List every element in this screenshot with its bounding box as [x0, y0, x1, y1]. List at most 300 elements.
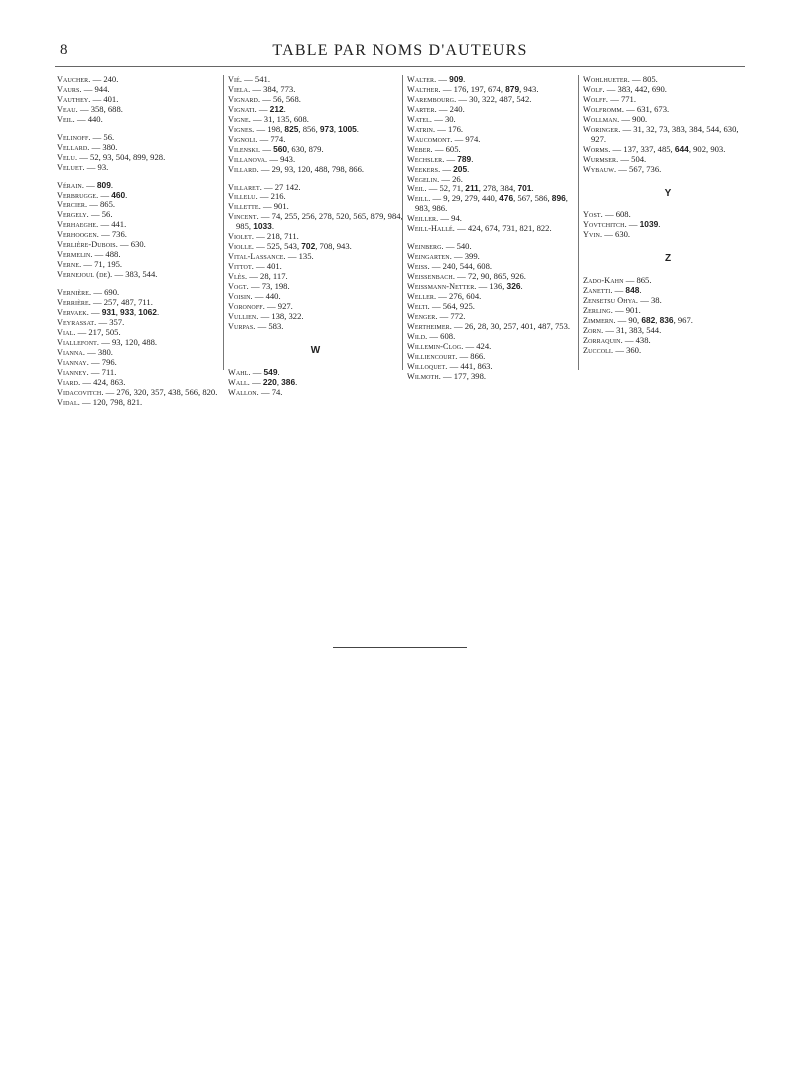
- page-ref-bold: 644: [674, 143, 689, 154]
- author-name: Wegelin.: [407, 174, 440, 184]
- author-name: Veil.: [57, 114, 75, 124]
- page-refs: — 772.: [437, 310, 466, 321]
- page-refs: — 900.: [619, 113, 648, 124]
- author-name: Willoquet.: [407, 361, 448, 371]
- page-refs: — 31, 32, 73, 383, 384, 544, 630, 927.: [591, 123, 739, 144]
- author-name: Worms.: [583, 144, 611, 154]
- page-ref-bold: 1005: [338, 123, 357, 134]
- author-name: Walter.: [407, 75, 437, 84]
- page-refs: .: [463, 74, 466, 84]
- page-ref-bold: 1033: [253, 221, 272, 232]
- page-refs: — 440.: [74, 113, 103, 124]
- page-refs: —: [88, 307, 102, 318]
- index-entry: [583, 336, 753, 346]
- author-name: Zorraquin.: [583, 336, 623, 346]
- index-entry: [228, 378, 403, 388]
- index-entry: [407, 95, 579, 105]
- index-entry: [57, 133, 219, 143]
- author-name: Zimmern.: [583, 316, 616, 326]
- author-name: Vignati.: [228, 104, 257, 114]
- page-refs: — 401.: [253, 261, 282, 272]
- page-refs: — 605.: [432, 143, 461, 154]
- index-entry: [228, 192, 403, 202]
- page-refs: , 856,: [298, 123, 320, 134]
- page-refs: — 358, 688.: [77, 103, 123, 114]
- page-refs: , 278, 384,: [478, 183, 518, 194]
- author-name: Weber.: [407, 144, 433, 154]
- author-name: Verrière.: [57, 298, 91, 308]
- author-name: Weiller.: [407, 214, 439, 224]
- author-name: Vlès.: [228, 272, 248, 282]
- author-name: Violle.: [228, 242, 254, 252]
- author-name: Wilmoth.: [407, 371, 441, 381]
- page-refs: .: [356, 123, 359, 134]
- index-entry: [407, 282, 579, 292]
- page-refs: ,: [655, 315, 660, 326]
- page-ref-bold: 933: [120, 307, 134, 318]
- page-refs: — 383, 544.: [112, 269, 158, 280]
- page-ref-bold: 836: [659, 315, 674, 326]
- author-name: Wahl.: [228, 367, 251, 377]
- page-refs: — 736.: [98, 229, 127, 240]
- page-refs: — 540.: [443, 241, 472, 252]
- index-entry: [407, 125, 579, 135]
- page-refs: — 136,: [476, 281, 507, 292]
- author-name: Vaurs.: [57, 84, 82, 94]
- page-refs: — 441, 863.: [447, 360, 493, 371]
- page-refs: — 357.: [96, 316, 125, 327]
- page-refs: — 28, 117.: [247, 271, 288, 282]
- page-ref-bold: 549: [263, 366, 278, 377]
- section-letter: Z: [664, 253, 672, 265]
- index-entry: [583, 230, 753, 240]
- author-name: Zensetsu Ohya.: [583, 296, 639, 306]
- author-name: Viela.: [228, 84, 251, 94]
- page-title: TABLE PAR NOMS D'AUTEURS: [272, 42, 528, 59]
- author-name: Walther.: [407, 84, 441, 94]
- page-refs: — 56, 568.: [260, 93, 301, 104]
- author-name: Vié.: [228, 75, 243, 84]
- index-entry: [407, 372, 579, 382]
- page-refs: — 631, 673.: [624, 103, 670, 114]
- page-refs: — 94.: [438, 213, 462, 224]
- author-name: Zerling.: [583, 306, 613, 316]
- page-refs: — 865.: [623, 275, 652, 286]
- index-entry: [57, 210, 219, 220]
- page-refs: —: [84, 179, 97, 190]
- author-name: Weill-Hallé.: [407, 224, 455, 234]
- author-name: Weller.: [407, 292, 437, 302]
- page-refs: — 774.: [257, 133, 286, 144]
- page-refs: .: [471, 153, 474, 164]
- index-entry: [228, 183, 403, 193]
- page-refs: ,: [115, 307, 121, 318]
- page-refs: — 30.: [432, 113, 456, 124]
- page-refs: ,: [333, 123, 339, 134]
- index-entry: [407, 194, 579, 214]
- author-name: Vullien.: [228, 311, 259, 321]
- page-refs: —: [250, 366, 264, 377]
- index-entry: [407, 352, 579, 362]
- page-ref-bold: 702: [301, 241, 316, 252]
- index-entry: [228, 322, 403, 332]
- page-refs: — 74.: [258, 386, 283, 397]
- page-refs: — 176.: [435, 123, 464, 134]
- author-name: Wollman.: [583, 114, 620, 124]
- page-refs: —: [260, 143, 274, 154]
- entry-gap: [57, 280, 219, 288]
- page-refs: ,: [134, 307, 139, 318]
- page-refs: — 93.: [84, 161, 109, 172]
- author-name: Villelu.: [228, 192, 258, 202]
- page-refs: — 137, 337, 485,: [610, 143, 675, 154]
- author-name: Viard.: [57, 377, 81, 387]
- author-name: Voronoff.: [228, 301, 265, 311]
- page-refs: — 424.: [463, 340, 492, 351]
- author-name: Welti.: [407, 301, 430, 311]
- author-name: Vigne.: [228, 114, 251, 124]
- author-name: Wechsler.: [407, 154, 445, 164]
- page-refs: — 138, 322.: [258, 310, 304, 321]
- page-ref-bold: 386: [281, 376, 296, 387]
- page-refs: — 608.: [602, 209, 631, 220]
- page-refs: —: [612, 285, 626, 296]
- page-refs: — 943.: [267, 153, 296, 164]
- page-refs: —: [444, 153, 458, 164]
- page-refs: — 27 142.: [261, 181, 301, 192]
- author-name: Wolfromm.: [583, 104, 625, 114]
- page-ref-bold: 211: [465, 183, 479, 194]
- page-refs: — 927.: [264, 300, 293, 311]
- index-entry: [583, 210, 753, 220]
- index-entry: [407, 155, 579, 165]
- page-refs: , 567, 586,: [513, 193, 552, 204]
- index-entry: [228, 242, 403, 252]
- page-refs: — 901.: [612, 305, 641, 316]
- author-name: Warembourg.: [407, 94, 457, 104]
- page-refs: .: [277, 366, 280, 377]
- page-refs: — 198,: [254, 123, 285, 134]
- index-entry: [228, 145, 403, 155]
- page-refs: —: [436, 74, 450, 84]
- page-refs: , 630, 879.: [287, 143, 324, 154]
- index-entry: [407, 165, 579, 175]
- page-refs: — 901.: [260, 201, 289, 212]
- page-refs: — 944.: [81, 83, 110, 94]
- page-refs: , 967.: [673, 315, 693, 326]
- author-name: Vidal.: [57, 397, 80, 407]
- page-refs: — 796.: [88, 356, 117, 367]
- author-name: Yvin.: [583, 230, 603, 240]
- page-refs: — 424, 674, 731, 821, 822.: [454, 223, 552, 234]
- author-name: Vernejoul (de).: [57, 270, 113, 280]
- author-name: Zorn.: [583, 326, 604, 336]
- index-entry: [583, 165, 753, 175]
- page-refs: .: [639, 285, 642, 296]
- index-column-2: [223, 74, 403, 397]
- index-entry: [407, 302, 579, 312]
- page-header: [55, 40, 745, 66]
- index-entry: [407, 115, 579, 125]
- index-entry: [407, 362, 579, 372]
- index-entry: [57, 398, 219, 408]
- index-entry: [583, 296, 753, 306]
- index-entry: [407, 242, 579, 252]
- page-refs: .: [271, 221, 274, 232]
- author-name: Vurpas.: [228, 321, 256, 331]
- page-refs: — 120, 798, 821.: [79, 396, 143, 407]
- index-entry: [583, 326, 753, 336]
- page-refs: —: [256, 103, 270, 114]
- page-refs: — 38.: [638, 295, 662, 306]
- page-ref-bold: 701: [517, 183, 532, 194]
- page-refs: — 399.: [451, 251, 480, 262]
- author-name: Yovtchitch.: [583, 220, 627, 230]
- page-refs: — 257, 487, 711.: [90, 297, 153, 308]
- page-refs: — 276, 320, 357, 438, 566, 820.: [103, 386, 218, 397]
- index-entry: [407, 224, 579, 234]
- author-name: Wolf.: [583, 84, 605, 94]
- page-refs: — 380.: [89, 141, 118, 152]
- page-refs: — 276, 604.: [436, 291, 482, 302]
- page-refs: — 865.: [87, 199, 116, 210]
- index-entry: [57, 270, 219, 280]
- page-ref-bold: 848: [625, 285, 640, 296]
- page-refs: — 384, 773.: [250, 83, 296, 94]
- page-refs: — 135.: [285, 251, 314, 262]
- page-refs: — 380.: [85, 346, 113, 357]
- page-ref-bold: 560: [273, 143, 288, 154]
- end-rule: [333, 647, 467, 648]
- index-entry: [228, 95, 403, 105]
- author-name: Zanetti.: [583, 286, 613, 296]
- page-refs: — 56.: [90, 131, 115, 142]
- index-entry: [583, 346, 753, 356]
- page-refs: .: [125, 189, 128, 200]
- page-refs: — 630.: [117, 239, 146, 250]
- page-refs: — 383, 442, 690.: [604, 83, 667, 94]
- author-name: Verhaeghe.: [57, 220, 99, 230]
- author-name: Vignard.: [228, 94, 261, 104]
- author-name: Vital-Lassance.: [228, 252, 286, 262]
- index-entry: [57, 348, 219, 358]
- page-refs: ,: [276, 376, 282, 387]
- page-refs: .: [283, 103, 286, 114]
- author-name: Vernière.: [57, 288, 92, 298]
- author-name: Vercier.: [57, 200, 88, 210]
- page-refs: — 218, 711.: [254, 231, 299, 242]
- author-name: Vial.: [57, 327, 76, 337]
- index-entry: [57, 153, 219, 163]
- page-refs: — 71, 195.: [81, 259, 123, 270]
- author-name: Weiss.: [407, 262, 430, 272]
- page-refs: — 440.: [252, 291, 281, 302]
- author-name: Wurmser.: [583, 154, 619, 164]
- page-refs: .: [520, 281, 523, 292]
- index-entry: [228, 292, 403, 302]
- page-refs: , 943.: [519, 83, 539, 94]
- page-refs: — 866.: [457, 350, 486, 361]
- author-name: Voisin.: [228, 292, 253, 302]
- page-refs: — 771.: [608, 93, 636, 104]
- author-name: Weissenbach.: [407, 272, 455, 282]
- page-refs: — 240.: [436, 103, 465, 114]
- author-name: Wallon.: [228, 387, 259, 397]
- author-name: Velinoff.: [57, 132, 91, 142]
- index-entry: [57, 181, 219, 191]
- index-entry: [583, 276, 753, 286]
- page-ref-bold: 809: [96, 179, 111, 190]
- entry-gap: [57, 173, 219, 181]
- author-name: Weekers.: [407, 164, 441, 174]
- author-name: Wybauw.: [583, 164, 617, 174]
- page-refs: .: [531, 183, 534, 194]
- page-refs: — 564, 925.: [429, 300, 475, 311]
- page-refs: — 72, 90, 865, 926.: [454, 271, 526, 282]
- page-refs: — 401.: [90, 93, 119, 104]
- author-name: Watel.: [407, 114, 433, 124]
- author-name: Vignoli.: [228, 134, 258, 144]
- page-refs: — 176, 197, 674,: [440, 83, 506, 94]
- index-entry: [407, 145, 579, 155]
- index-entry: [583, 125, 753, 145]
- author-name: Vellard.: [57, 142, 90, 152]
- author-name: Verlière-Dubois.: [57, 240, 118, 250]
- author-name: Vermelin.: [57, 250, 93, 260]
- page-refs: .: [658, 219, 661, 230]
- entry-gap: [228, 175, 403, 183]
- author-name: Weil.: [407, 184, 427, 194]
- page-ref-bold: 825: [284, 123, 299, 134]
- index-entry: [407, 342, 579, 352]
- author-name: Wall.: [228, 377, 250, 387]
- page-refs: — 93, 120, 488.: [99, 336, 158, 347]
- page-refs: .: [156, 307, 160, 318]
- entry-gap: [57, 125, 219, 133]
- page-refs: — 711.: [88, 366, 117, 377]
- page-ref-bold: 931: [101, 307, 116, 318]
- author-name: Violet.: [228, 232, 254, 242]
- page-refs: — 360.: [613, 344, 642, 355]
- index-entry: [583, 145, 753, 155]
- page-refs: .: [110, 179, 114, 190]
- author-name: Wohlhueter.: [583, 75, 630, 84]
- page-refs: — 240, 544, 608.: [429, 261, 493, 272]
- author-name: Vervaek.: [57, 308, 89, 318]
- author-name: Veyrassat.: [57, 317, 97, 327]
- author-name: Vilenski.: [228, 144, 261, 154]
- author-name: Williencourt.: [407, 351, 458, 361]
- page-refs: — 583.: [255, 320, 284, 331]
- author-name: Viannay.: [57, 357, 89, 367]
- author-name: Wolff.: [583, 94, 609, 104]
- page-ref-bold: 460: [111, 189, 126, 200]
- index-entry: [228, 212, 403, 232]
- page-ref-bold: 789: [457, 153, 472, 164]
- author-name: Watrin.: [407, 124, 436, 134]
- author-name: Velu.: [57, 152, 78, 162]
- author-index: [57, 74, 747, 407]
- index-entry: [57, 191, 219, 201]
- author-name: Veluet.: [57, 162, 85, 172]
- page-refs: — 26, 28, 30, 257, 401, 487, 753.: [451, 320, 571, 331]
- author-name: Vittot.: [228, 262, 254, 272]
- page-refs: — 31, 383, 544.: [603, 325, 662, 336]
- page-refs: — 608.: [427, 330, 456, 341]
- author-name: Zado-Kahn: [583, 276, 624, 286]
- page-refs: — 525, 543,: [254, 241, 302, 252]
- page-refs: — 541.: [242, 74, 270, 84]
- author-name: Vergely.: [57, 210, 89, 220]
- index-entry: [228, 302, 403, 312]
- page-refs: .: [467, 163, 470, 174]
- index-entry: [228, 165, 403, 175]
- author-name: Wild.: [407, 331, 428, 341]
- page-ref-bold: 1062: [138, 307, 157, 318]
- author-name: Yost.: [583, 210, 603, 220]
- author-name: Woringer.: [583, 124, 621, 134]
- page-refs: — 177, 398.: [440, 370, 487, 381]
- page-refs: — 441.: [98, 219, 127, 230]
- page-refs: — 217, 505.: [75, 326, 121, 337]
- author-name: Verne.: [57, 260, 82, 270]
- page-refs: .: [295, 376, 298, 387]
- page-ref-bold: 682: [641, 315, 656, 326]
- author-name: Vidacovitch.: [57, 387, 104, 397]
- page-refs: —: [440, 163, 454, 174]
- page-ref-bold: 879: [505, 83, 520, 94]
- page-ref-bold: 220: [262, 376, 277, 387]
- index-entry: [57, 115, 219, 125]
- page-refs: —: [626, 219, 640, 230]
- index-entry: [57, 85, 219, 95]
- author-name: Warter.: [407, 104, 437, 114]
- author-name: Villaret.: [228, 182, 262, 192]
- page-ref-bold: 212: [269, 103, 284, 114]
- author-name: Zuccoli.: [583, 345, 614, 355]
- page-refs: — 630.: [602, 229, 631, 240]
- index-entry: [57, 308, 219, 318]
- author-name: Vauthey.: [57, 94, 91, 104]
- page-refs: — 73, 198.: [248, 281, 290, 292]
- section-letter: W: [310, 344, 321, 356]
- page-refs: — 29, 93, 120, 488, 798, 866.: [258, 163, 365, 174]
- page-ref-bold: 909: [449, 74, 464, 84]
- index-entry: [57, 200, 219, 210]
- author-name: Waucomont.: [407, 134, 453, 144]
- index-entry: [407, 332, 579, 342]
- index-entry: [57, 338, 219, 348]
- page-ref-bold: 973: [319, 123, 334, 134]
- author-name: Vianney.: [57, 367, 89, 377]
- page-refs: — 690.: [91, 287, 120, 298]
- page-refs: — 438.: [622, 335, 651, 346]
- author-name: Villard.: [228, 164, 259, 174]
- page-refs: — 52, 93, 504, 899, 928.: [77, 151, 166, 162]
- page-refs: — 488.: [92, 249, 121, 260]
- page-refs: —: [249, 376, 263, 387]
- author-name: Villanova.: [228, 154, 268, 164]
- page-ref-bold: 476: [499, 193, 514, 204]
- author-name: Vignes.: [228, 124, 255, 134]
- page-refs: — 216.: [257, 191, 286, 202]
- page-ref-bold: 1039: [639, 219, 659, 230]
- author-name: Vincent.: [228, 212, 259, 222]
- header-rule: [55, 66, 745, 67]
- page-refs: — 31, 135, 608.: [250, 113, 309, 124]
- author-name: Verhoogen.: [57, 230, 99, 240]
- page-refs: — 240.: [90, 74, 119, 84]
